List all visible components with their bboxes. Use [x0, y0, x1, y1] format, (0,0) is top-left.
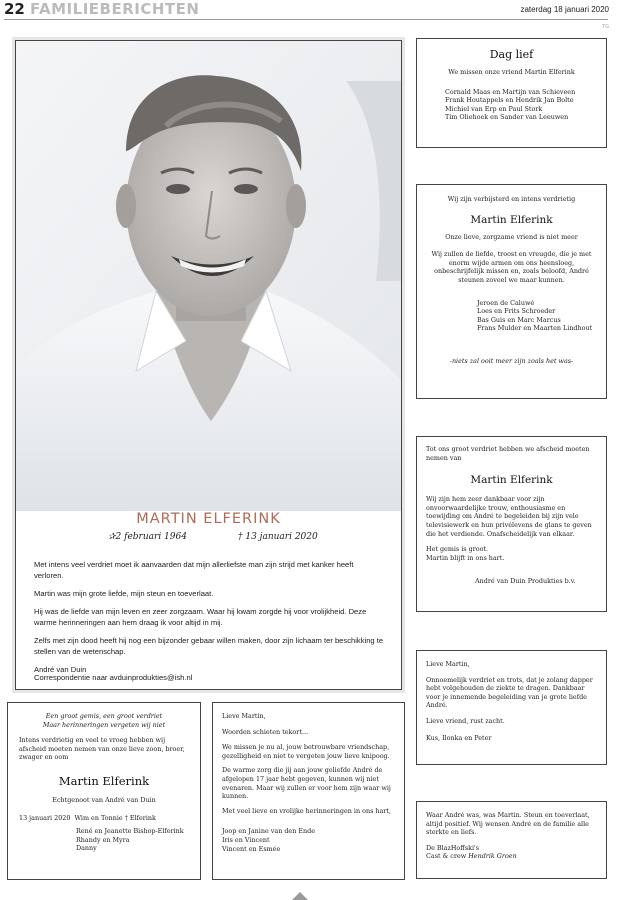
notice-date: 13 januari 2020 [19, 813, 71, 822]
notice-title: Martin Elferink [470, 213, 553, 226]
notice-closing: Lieve vriend, rust zacht. [426, 716, 505, 725]
notice-intro: Wij zijn verbijsterd en intens verdrietig [447, 195, 576, 203]
notice-dag-lief [416, 38, 607, 148]
signature-prefix: Cast & crew [426, 852, 469, 861]
notice-produkties [416, 436, 607, 612]
notice-lieve-martin-ilonka [416, 650, 607, 765]
name-line: Loes en Frits Schroeder [477, 307, 556, 316]
notice-names [445, 88, 606, 122]
name-line: Vincent en Esmée [222, 844, 281, 853]
notice-closing: -niets zal ooit meer zijn zoals het was- [449, 356, 574, 365]
notice-body: Wij zullen de liefde, troost en vreugde, die je met enorm wijde armen om ons heensloeg, onbeschrijfelijk missen en, zoals beloofd, André steunen zoveel we maar kunnen. [431, 250, 592, 284]
main-paragraph: Hij was de liefde van mijn leven en zeer zorgzaam. Waar hij kwam zorgde hij voor vrolijkheid. Deze warme herinneringen aan hem draag ik voor altijd in mij. [34, 607, 367, 627]
quote-line: Maar herinneringen vergeten wij niet [42, 720, 166, 729]
notice-family [7, 702, 201, 880]
notice-blazhoffski [416, 801, 607, 879]
notice-spouse: Echtgenoot van André van Duin [52, 795, 156, 804]
notice-verbijsterd [416, 184, 607, 399]
death-date: † 13 januari 2020 [238, 532, 318, 542]
portrait-photo [16, 41, 401, 511]
name-line: Iris en Vincent [222, 835, 270, 844]
notice-signature [426, 844, 597, 861]
name-line: Rhandy en Myra [76, 835, 130, 844]
name-line: Frank Houtappels en Hendrik Jan Bolte [445, 96, 574, 105]
name-line: Bas Guis en Marc Marcus [477, 315, 561, 324]
notice-body: Onnoemelijk verdriet en trots, dat je zolang dapper hebt volgehouden de ziekte te dragen. Dankbaar voor je innemende begeleiding van je grote liefde André. [426, 675, 593, 710]
notice-lieve-martin-joop [212, 702, 405, 880]
notice-title: Dag lief [489, 48, 534, 61]
notice-paragraph: We missen je nu al, jouw betrouwbare vriendschap, gezelligheid en niet te vergeten jouw lieve knipoog. [222, 743, 390, 760]
quote-line: Een groot gemis, een groot verdriet [45, 712, 163, 720]
portrait-photo-illustration [16, 41, 401, 511]
header-rule [4, 19, 608, 20]
corner-mark: TG [602, 24, 609, 30]
notice-names [477, 299, 606, 333]
notice-title: Martin Elferink [58, 773, 150, 788]
notice-intro: Intens verdrietig en veel te vroeg hebben wij afscheid moeten nemen van onze lieve zoon, broer, zwager en oom [19, 736, 185, 762]
name-line: Danny [76, 844, 97, 853]
deceased-name: MARTIN ELFERINK [136, 511, 281, 527]
name-line: Michiel van Erp en Paul Stork [445, 104, 543, 113]
scroll-up-icon[interactable] [292, 890, 308, 900]
notice-body: Wij zijn hem zeer dankbaar voor zijn onvoorwaardelijke trouw, enthousiasme en toewijding om André te begeleiden bij zijn vele televisiewerk en hun privélevens de glans te geven die het verdiende. Onafscheidelijk van elkaar. [426, 495, 592, 538]
section-title: FAMILIEBERICHTEN [30, 0, 200, 18]
page-header [0, 0, 621, 22]
notice-greeting: Lieve Martin, [426, 660, 470, 668]
notice-intro: Tot ons groot verdriet hebben we afscheid moeten nemen van [426, 445, 590, 462]
notice-greeting: Lieve Martin, [222, 712, 266, 720]
name-line: Jeroen de Caluwé [477, 298, 535, 307]
page-number: 22 [4, 0, 25, 18]
birth-date: ✰2 februari 1964 [108, 532, 187, 542]
main-signature: André van Duin [34, 665, 87, 674]
notice-signature: Kus, Ilonka en Peter [426, 733, 492, 742]
notice-parents: Wim en Tonnie † Elferink [74, 813, 156, 822]
main-text [34, 559, 384, 682]
notice-paragraph: Met veel lieve en vrolijke herinneringen in ons hart, [222, 806, 391, 815]
issue-date: zaterdag 18 januari 2020 [520, 5, 609, 14]
notice-line: Het gemis is groot. [426, 545, 489, 554]
notice-date-parents [19, 814, 200, 823]
name-line: Cornald Maas en Martijn van Schieveen [445, 87, 576, 96]
signature-line: De BlazHoffski's [426, 843, 480, 852]
notice-intro: We missen onze vriend Martin Elferink [448, 68, 575, 76]
name-line: Joop en Janine van den Ende [222, 827, 316, 836]
notice-paragraph: De warme zorg die jij aan jouw geliefde André de afgelopen 17 jaar hebt gegeven, kunnen wij niet evenaren. Maar wij zullen er voor hem zijn waar wij kunnen. [222, 766, 391, 801]
main-paragraph: Martin was mijn grote liefde, mijn steun en toeverlaat. [34, 589, 214, 598]
notice-lines [426, 545, 597, 562]
main-paragraph: Zelfs met zijn dood heeft hij nog een bijzonder gebaar willen maken, door zijn lichaam ter beschikking te stellen van de wetenschap. [34, 636, 384, 656]
correspondence-address: Correspondentie naar avduinprodukties@ish.nl [34, 673, 193, 682]
notice-subtitle: Onze lieve, zorgzame vriend is niet meer [445, 232, 578, 241]
notice-title: Martin Elferink [470, 474, 553, 487]
notice-body: Waar André was, was Martin. Steun en toeverlaat, altijd positief. Wij wensen André en de familie alle sterkte en liefs. [426, 811, 590, 837]
name-line: Tim Oliehoek en Sander van Leeuwen [445, 113, 569, 122]
notice-signature: André van Duin Produkties b.v. [475, 577, 576, 586]
name-line: René en Jeanette Bishop-Elferink [76, 827, 184, 836]
main-announcement [15, 40, 402, 690]
notice-line: Martin blijft in ons hart. [426, 553, 505, 562]
notice-family-list [76, 827, 200, 853]
notice-names [222, 827, 395, 853]
notice-quote [8, 712, 200, 729]
main-paragraph: Met intens veel verdriet moet ik aanvaarden dat mijn allerliefste man zijn strijd met kanker heeft verloren. [34, 560, 354, 580]
signature-name: Hendrik Groen [468, 852, 517, 861]
signature-line [426, 852, 597, 861]
notice-line: Woorden schieten tekort… [222, 727, 309, 736]
name-line: Frans Mulder en Maarten Lindhout [477, 324, 593, 333]
